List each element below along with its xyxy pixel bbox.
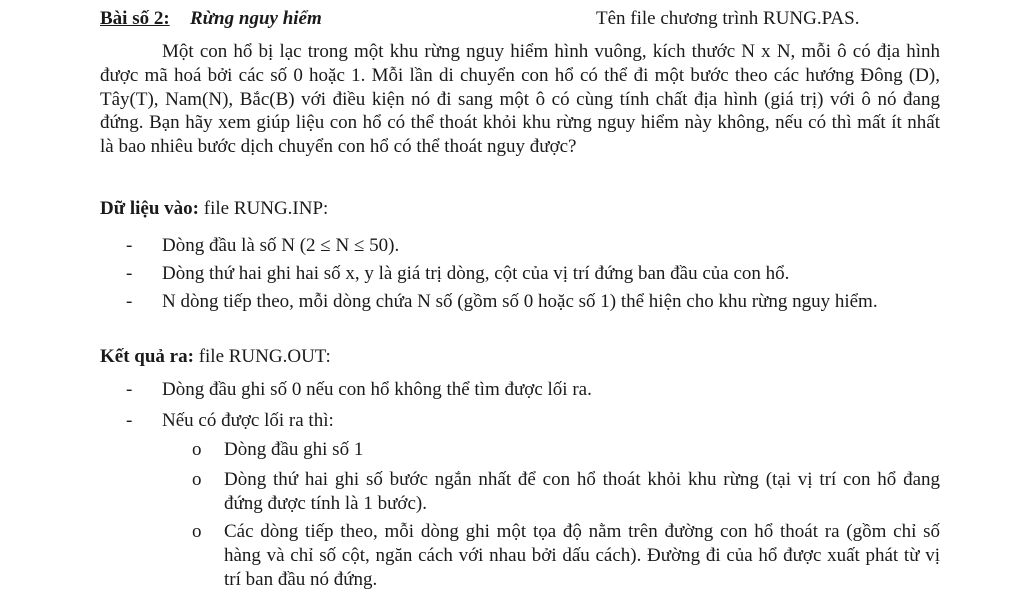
output-label: Kết quả ra:: [100, 346, 194, 367]
circle-bullet: o: [192, 469, 202, 490]
dash-bullet: -: [126, 291, 133, 312]
list-item: - Dòng đầu ghi số 0 nếu con hổ không thể tìm được lối ra.: [126, 379, 592, 400]
dash-bullet: -: [126, 379, 133, 400]
program-filename: Tên file chương trình RUNG.PAS.: [596, 8, 860, 29]
input-heading: [100, 198, 940, 220]
list-item: o Các dòng tiếp theo, mỗi dòng ghi một tọa độ nằm trên đường con hổ thoát ra (gồm chỉ số hàng và chỉ số cột, ngăn cách với nhau bởi dấu cách). Đường đi của hổ được xuất phát từ vị trí ban đầu nó đứng.: [192, 521, 940, 590]
dash-bullet: -: [126, 410, 133, 431]
problem-header: [100, 8, 940, 36]
input-label: Dữ liệu vào:: [100, 198, 200, 219]
dash-bullet: -: [126, 263, 133, 284]
exercise-title: Rừng nguy hiểm: [190, 8, 322, 29]
input-list: [100, 234, 940, 314]
input-file: file RUNG.INP:: [203, 198, 329, 219]
output-file: file RUNG.OUT:: [198, 346, 331, 367]
list-item: o Dòng đầu ghi số 1: [192, 439, 364, 460]
output-list: [100, 378, 940, 433]
problem-description: Một con hổ bị lạc trong một khu rừng nguy hiểm hình vuông, kích thước N x N, mỗi ô có địa hình được mã hoá bởi các số 0 hoặc 1. Mỗi lần di chuyển con hổ có thể đi một bước theo các hướng Đông (D), Tây(T), Nam(N), Bắc(B) với điều kiện nó đi sang một ô có cùng tính chất địa hình (giá trị) với ô nó đang đứng. Bạn hãy xem giúp liệu con hổ có thể thoát khỏi khu rừng nguy hiểm này không, nếu có thì mất ít nhất là bao nhiêu bước dịch chuyển con hổ có thể thoát nguy được?: [100, 41, 940, 158]
list-item: - Dòng thứ hai ghi hai số x, y là giá trị dòng, cột của vị trí đứng ban đầu của con hổ.: [126, 263, 790, 284]
exercise-label: Bài số 2:: [100, 8, 170, 29]
output-sub-list: [100, 438, 940, 592]
circle-bullet: o: [192, 439, 202, 460]
list-item: o Dòng thứ hai ghi số bước ngắn nhất để con hổ thoát khỏi khu rừng (tại vị trí con hổ đang đứng được tính là 1 bước).: [192, 469, 940, 514]
dash-bullet: -: [126, 235, 133, 256]
list-item: - Dòng đầu là số N (2 ≤ N ≤ 50).: [126, 235, 400, 256]
list-item: - Nếu có được lối ra thì:: [126, 410, 334, 431]
circle-bullet: o: [192, 521, 202, 542]
list-item: - N dòng tiếp theo, mỗi dòng chứa N số (gồm số 0 hoặc số 1) thể hiện cho khu rừng nguy hiểm.: [126, 291, 878, 312]
output-heading: [100, 346, 940, 368]
